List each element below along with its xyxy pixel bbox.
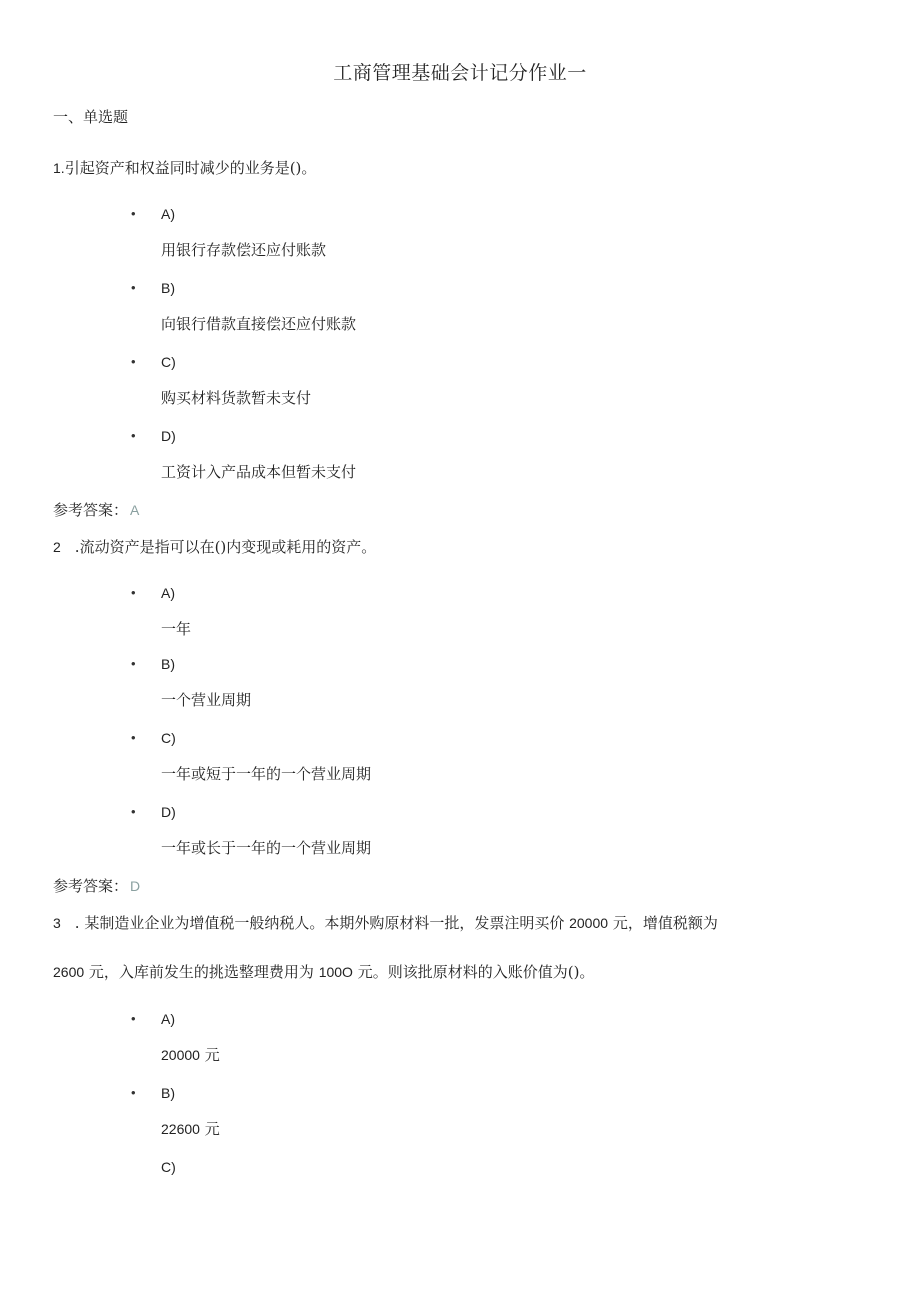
section-heading: 一、单选题	[53, 108, 129, 126]
answer-value: D	[130, 878, 141, 894]
question-2	[53, 536, 376, 557]
option-number: 22600	[161, 1121, 200, 1137]
question-text: 元，入库前发生的挑选整理费用为	[84, 963, 319, 981]
option-text: 一年	[161, 620, 192, 638]
answer-value: A	[130, 502, 140, 518]
bullet-icon: •	[131, 1011, 136, 1026]
bullet-icon: •	[131, 428, 136, 443]
option-label: C)	[161, 730, 176, 746]
option-label: D)	[161, 804, 176, 820]
option-label: D)	[161, 428, 176, 444]
question-number: 1.	[53, 160, 65, 176]
question-text: .流动资产是指可以在()内变现或耗用的资产。	[74, 538, 377, 556]
option-label: A)	[161, 585, 175, 601]
option-number: 20000	[161, 1047, 200, 1063]
option-label: C)	[161, 1159, 176, 1175]
bullet-icon: •	[131, 206, 136, 221]
question-text: . 某制造业企业为增值税一般纳税人。本期外购原材料一批，发票注明买价	[74, 914, 570, 932]
answer-label: 参考答案：	[53, 877, 129, 895]
option-text: 一年或短于一年的一个营业周期	[161, 765, 372, 783]
option-text: 一年或长于一年的一个营业周期	[161, 839, 372, 857]
option-label: B)	[161, 1085, 175, 1101]
bullet-icon: •	[131, 656, 136, 671]
bullet-icon: •	[131, 354, 136, 369]
option-text: 一个营业周期	[161, 691, 252, 709]
option-label: A)	[161, 1011, 175, 1027]
option-label: A)	[161, 206, 175, 222]
option-text: 向银行借款直接偿还应付账款	[161, 315, 357, 333]
bullet-icon: •	[131, 585, 136, 600]
option-unit: 元	[199, 1120, 220, 1138]
question-text: 引起资产和权益同时减少的业务是()。	[64, 159, 317, 177]
option-label: B)	[161, 656, 175, 672]
question-number: 2	[53, 539, 61, 555]
price-value: 20000	[569, 915, 609, 931]
bullet-icon: •	[131, 280, 136, 295]
option-text: 工资计入产品成本但暂未支付	[161, 463, 357, 481]
question-3-line-1	[53, 912, 718, 933]
answer-line	[53, 499, 139, 520]
question-3-line-2	[53, 961, 594, 982]
question-1	[53, 157, 316, 178]
option-text	[161, 1118, 220, 1139]
fee-value: 100O	[318, 964, 353, 980]
option-label: B)	[161, 280, 175, 296]
answer-line	[53, 875, 140, 896]
question-text: 元。则该批原材料的入账价值为()。	[352, 963, 595, 981]
option-text: 用银行存款偿还应付账款	[161, 241, 327, 259]
bullet-icon: •	[131, 730, 136, 745]
option-text: 购买材料货款暂未支付	[161, 389, 312, 407]
option-label: C)	[161, 354, 176, 370]
tax-value: 2600	[53, 964, 85, 980]
answer-label: 参考答案：	[53, 501, 129, 519]
option-text	[161, 1044, 220, 1065]
question-number: 3	[53, 915, 61, 931]
option-unit: 元	[199, 1046, 220, 1064]
bullet-icon: •	[131, 1085, 136, 1100]
document-title: 工商管理基础会计记分作业一	[333, 62, 587, 84]
bullet-icon: •	[131, 804, 136, 819]
question-text: 元，增值税额为	[608, 914, 718, 932]
